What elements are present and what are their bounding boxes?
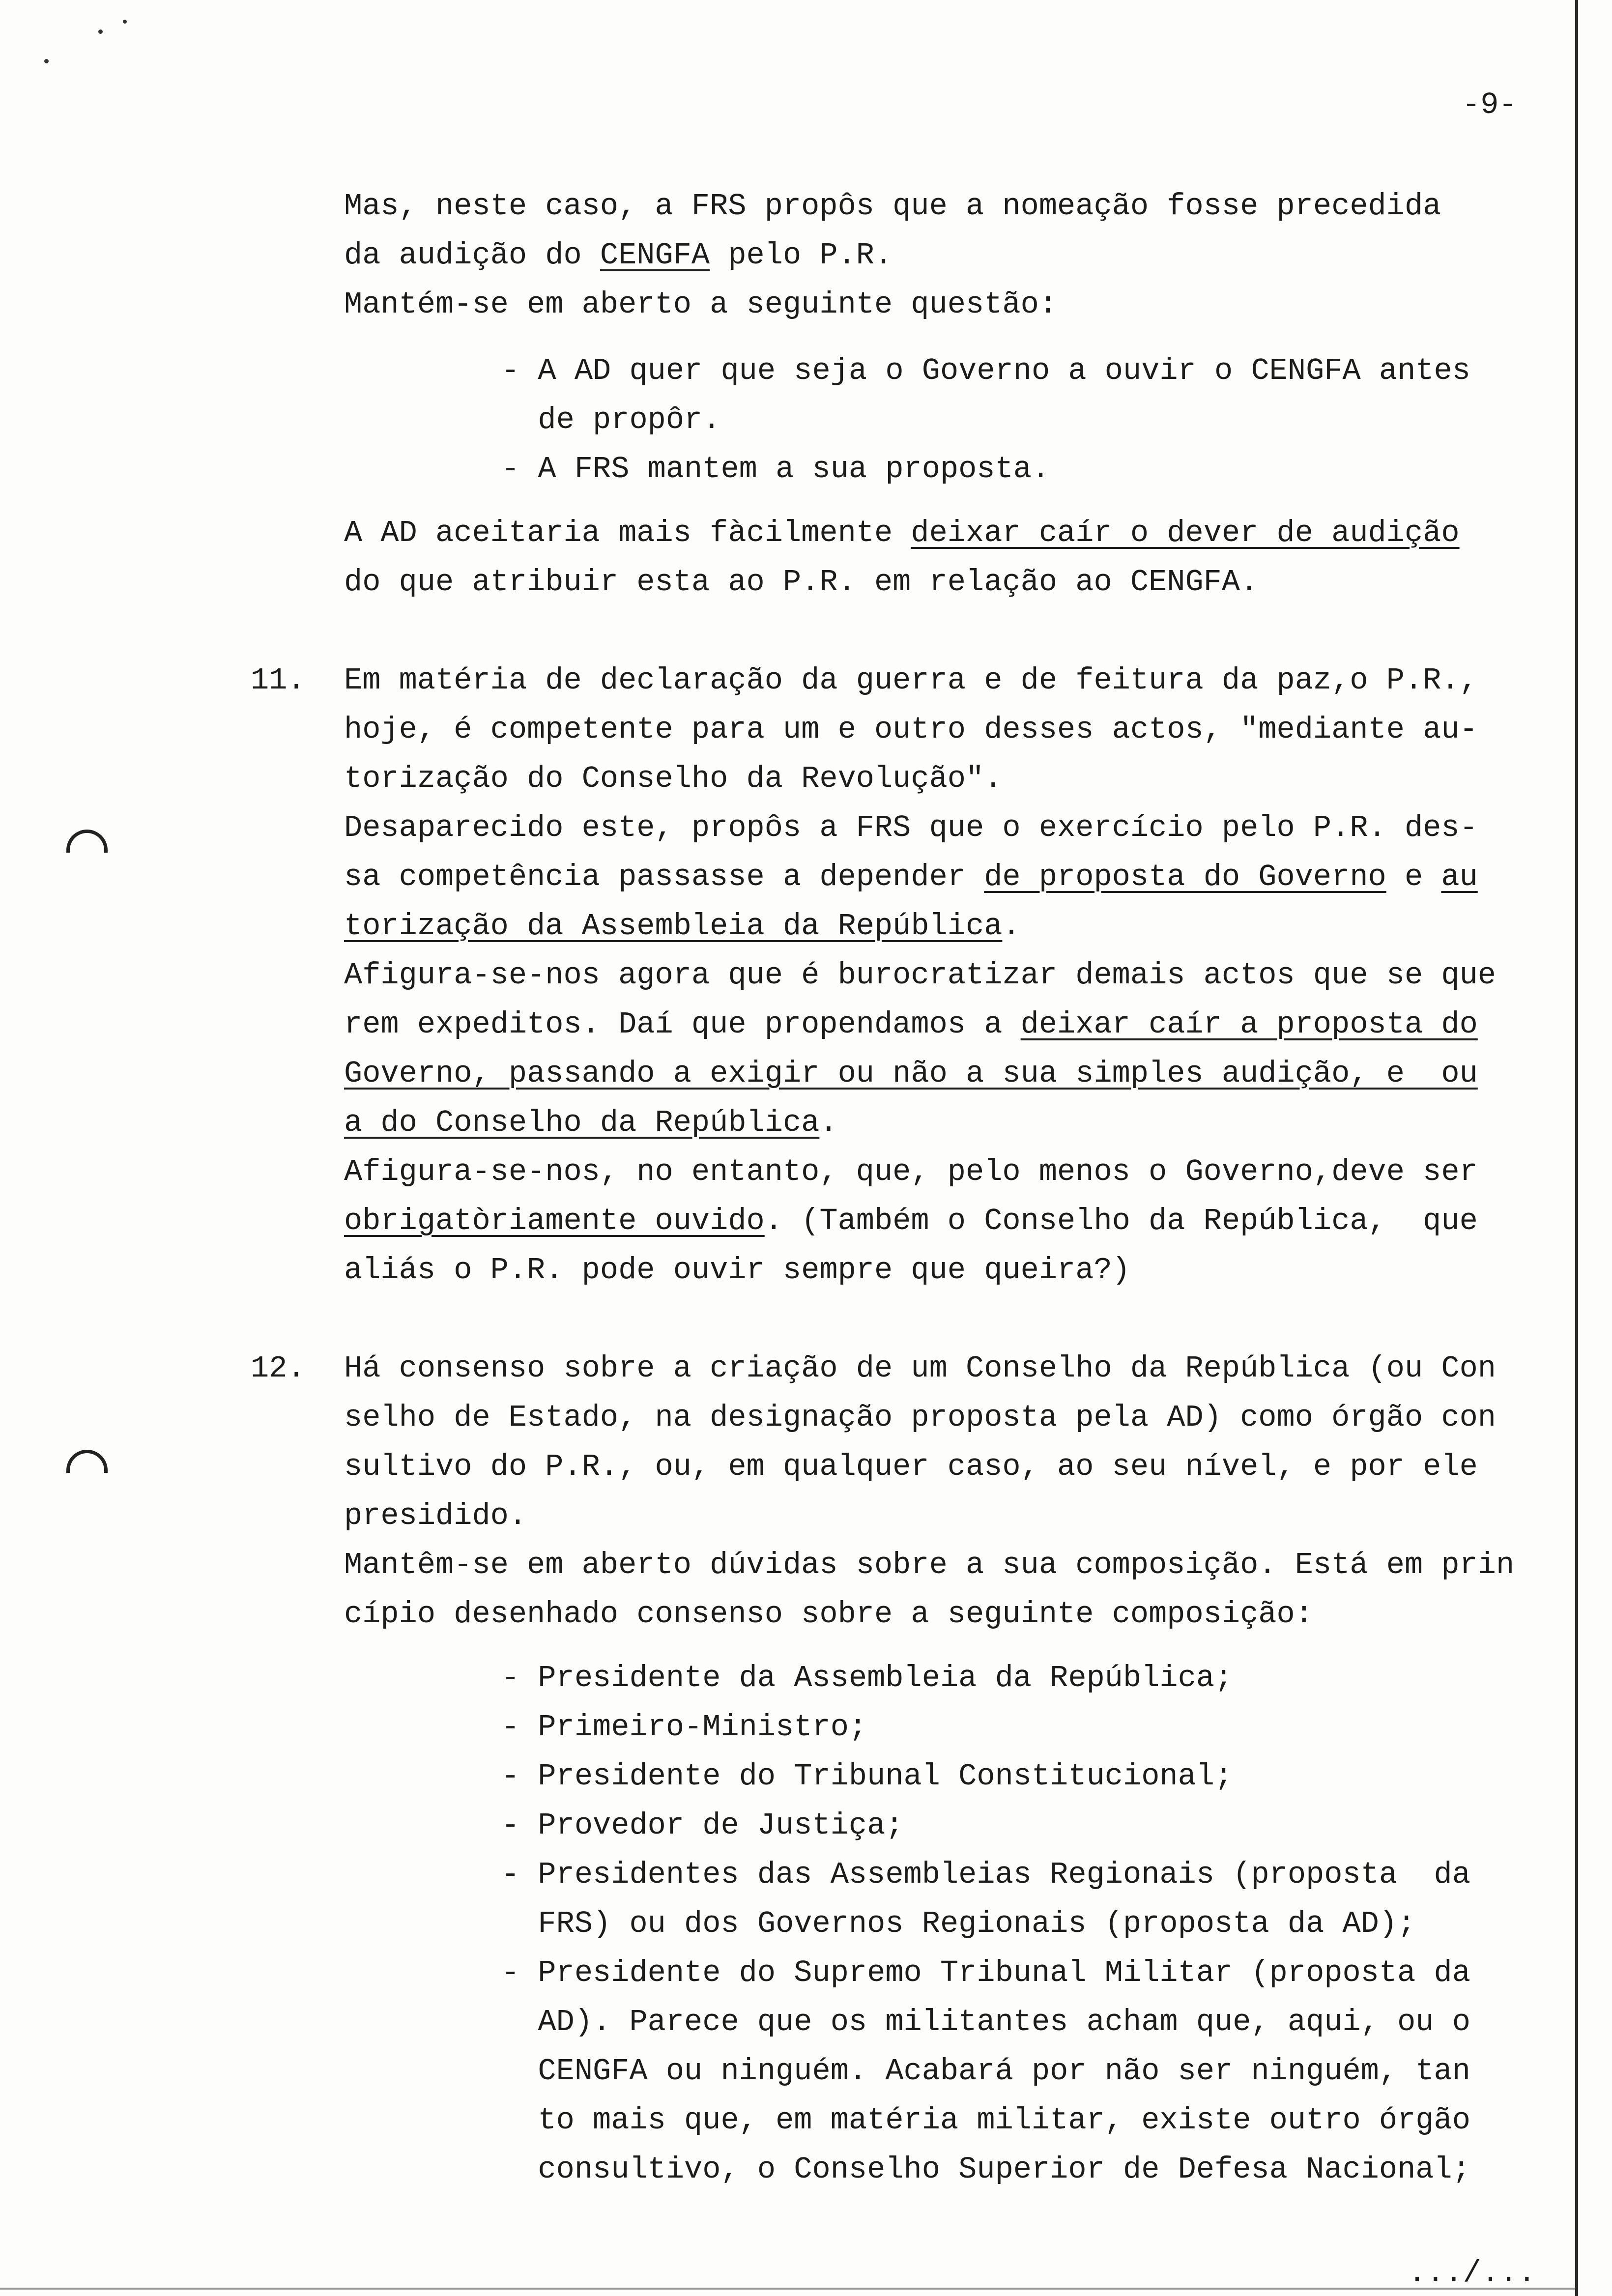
text-line: - Presidente do Supremo Tribunal Militar (proposta da xyxy=(501,1955,1470,1990)
text-line: - Provedor de Justiça; xyxy=(501,1808,904,1843)
ink-speck xyxy=(44,59,49,63)
text-line: - A AD quer que seja o Governo a ouvir o CENGFA antes xyxy=(501,353,1470,388)
text-line: hoje, é competente para um e outro desses actos, "mediante au- xyxy=(344,712,1478,747)
text-line: Mantêm-se em aberto dúvidas sobre a sua composição. Está em prin xyxy=(344,1548,1515,1582)
text-line: do que atribuir esta ao P.R. em relação ao CENGFA. xyxy=(344,565,1259,600)
bullet-list-positions xyxy=(501,346,1470,494)
text-line: CENGFA ou ninguém. Acabará por não ser ninguém, tan xyxy=(501,2054,1470,2089)
text-line: rem expeditos. Daí que propendamos a deixar caír a proposta do xyxy=(344,1007,1478,1042)
text-line: - Primeiro-Ministro; xyxy=(501,1710,867,1745)
punch-hole-mark xyxy=(66,830,108,853)
page-bottom-rule xyxy=(0,2288,1575,2290)
text-line: - Presidente da Assembleia da República; xyxy=(501,1661,1233,1695)
text-line: - Presidente do Tribunal Constitucional; xyxy=(501,1759,1233,1794)
text-line: torização do Conselho da Revolução". xyxy=(344,761,1003,796)
item-number-12: 12. xyxy=(251,1351,306,1386)
underlined-text: deixar caír a proposta do xyxy=(1020,1007,1478,1042)
underlined-text: a do Conselho da República xyxy=(344,1105,820,1140)
text-line: FRS) ou dos Governos Regionais (proposta da AD); xyxy=(501,1906,1416,1941)
text-line: a do Conselho da República. xyxy=(344,1105,838,1140)
text-line: AD). Parece que os militantes acham que, aqui, ou o xyxy=(501,2005,1470,2039)
paragraph-item-11 xyxy=(344,656,1496,1295)
text-line: da audição do CENGFA pelo P.R. xyxy=(344,238,893,273)
text-line: Mantém-se em aberto a seguinte questão: xyxy=(344,287,1058,322)
text-line: presidido. xyxy=(344,1498,527,1533)
text-line: consultivo, o Conselho Superior de Defesa Nacional; xyxy=(501,2152,1470,2187)
underlined-text: obrigatòriamente ouvido xyxy=(344,1204,765,1238)
underlined-text: torização da Assembleia da República xyxy=(344,909,1003,944)
underlined-text: CENGFA xyxy=(600,238,710,273)
underlined-text: deixar caír o dever de audição xyxy=(911,516,1460,550)
text-line: Em matéria de declaração da guerra e de feitura da paz,o P.R., xyxy=(344,663,1478,698)
text-line: sultivo do P.R., ou, em qualquer caso, ao seu nível, e por ele xyxy=(344,1449,1478,1484)
underlined-text: de proposta do Governo xyxy=(984,860,1386,894)
ink-speck xyxy=(98,29,103,34)
text-line: - A FRS mantem a sua proposta. xyxy=(501,452,1050,487)
text-line: torização da Assembleia da República. xyxy=(344,909,1021,944)
bullet-list-composition xyxy=(501,1654,1470,2194)
paragraph-ad-position xyxy=(344,509,1460,607)
text-line: Mas, neste caso, a FRS propôs que a nomeação fosse precedida xyxy=(344,189,1441,224)
text-line: Afigura-se-nos agora que é burocratizar demais actos que se que xyxy=(344,958,1496,993)
text-line: Desaparecido este, propôs a FRS que o exercício pelo P.R. des- xyxy=(344,810,1478,845)
text-line: Há consenso sobre a criação de um Conselho da República (ou Con xyxy=(344,1351,1496,1386)
text-line: sa competência passasse a depender de proposta do Governo e au xyxy=(344,860,1478,894)
punch-hole-mark xyxy=(66,1450,108,1473)
paragraph-item-12 xyxy=(344,1344,1514,1639)
text-line: de propôr. xyxy=(501,402,721,437)
text-line: A AD aceitaria mais fàcilmente deixar caír o dever de audição xyxy=(344,516,1460,550)
page-number: -9- xyxy=(1462,87,1517,122)
text-line xyxy=(344,1049,1496,1098)
text-line: - Presidentes das Assembleias Regionais (proposta da xyxy=(501,1857,1470,1892)
text-line: obrigatòriamente ouvido. (Também o Conselho da República, que xyxy=(344,1204,1478,1238)
page-edge-rule xyxy=(1575,0,1578,2296)
text-line: aliás o P.R. pode ouvir sempre que queira?) xyxy=(344,1253,1130,1288)
text-line: selho de Estado, na designação proposta pela AD) como órgão con xyxy=(344,1400,1496,1435)
underlined-text: au xyxy=(1441,860,1478,894)
text-line: cípio desenhado consenso sobre a seguinte composição: xyxy=(344,1597,1313,1632)
continuation-mark: .../... xyxy=(1408,2256,1536,2291)
paragraph-intro xyxy=(344,182,1441,329)
underlined-text: Governo, passando a exigir ou não a sua simples audição, e ou xyxy=(344,1056,1478,1091)
text-line: to mais que, em matéria militar, existe outro órgão xyxy=(501,2103,1470,2138)
ink-speck xyxy=(123,20,127,24)
item-number-11: 11. xyxy=(251,663,306,698)
text-line: Afigura-se-nos, no entanto, que, pelo menos o Governo,deve ser xyxy=(344,1154,1478,1189)
